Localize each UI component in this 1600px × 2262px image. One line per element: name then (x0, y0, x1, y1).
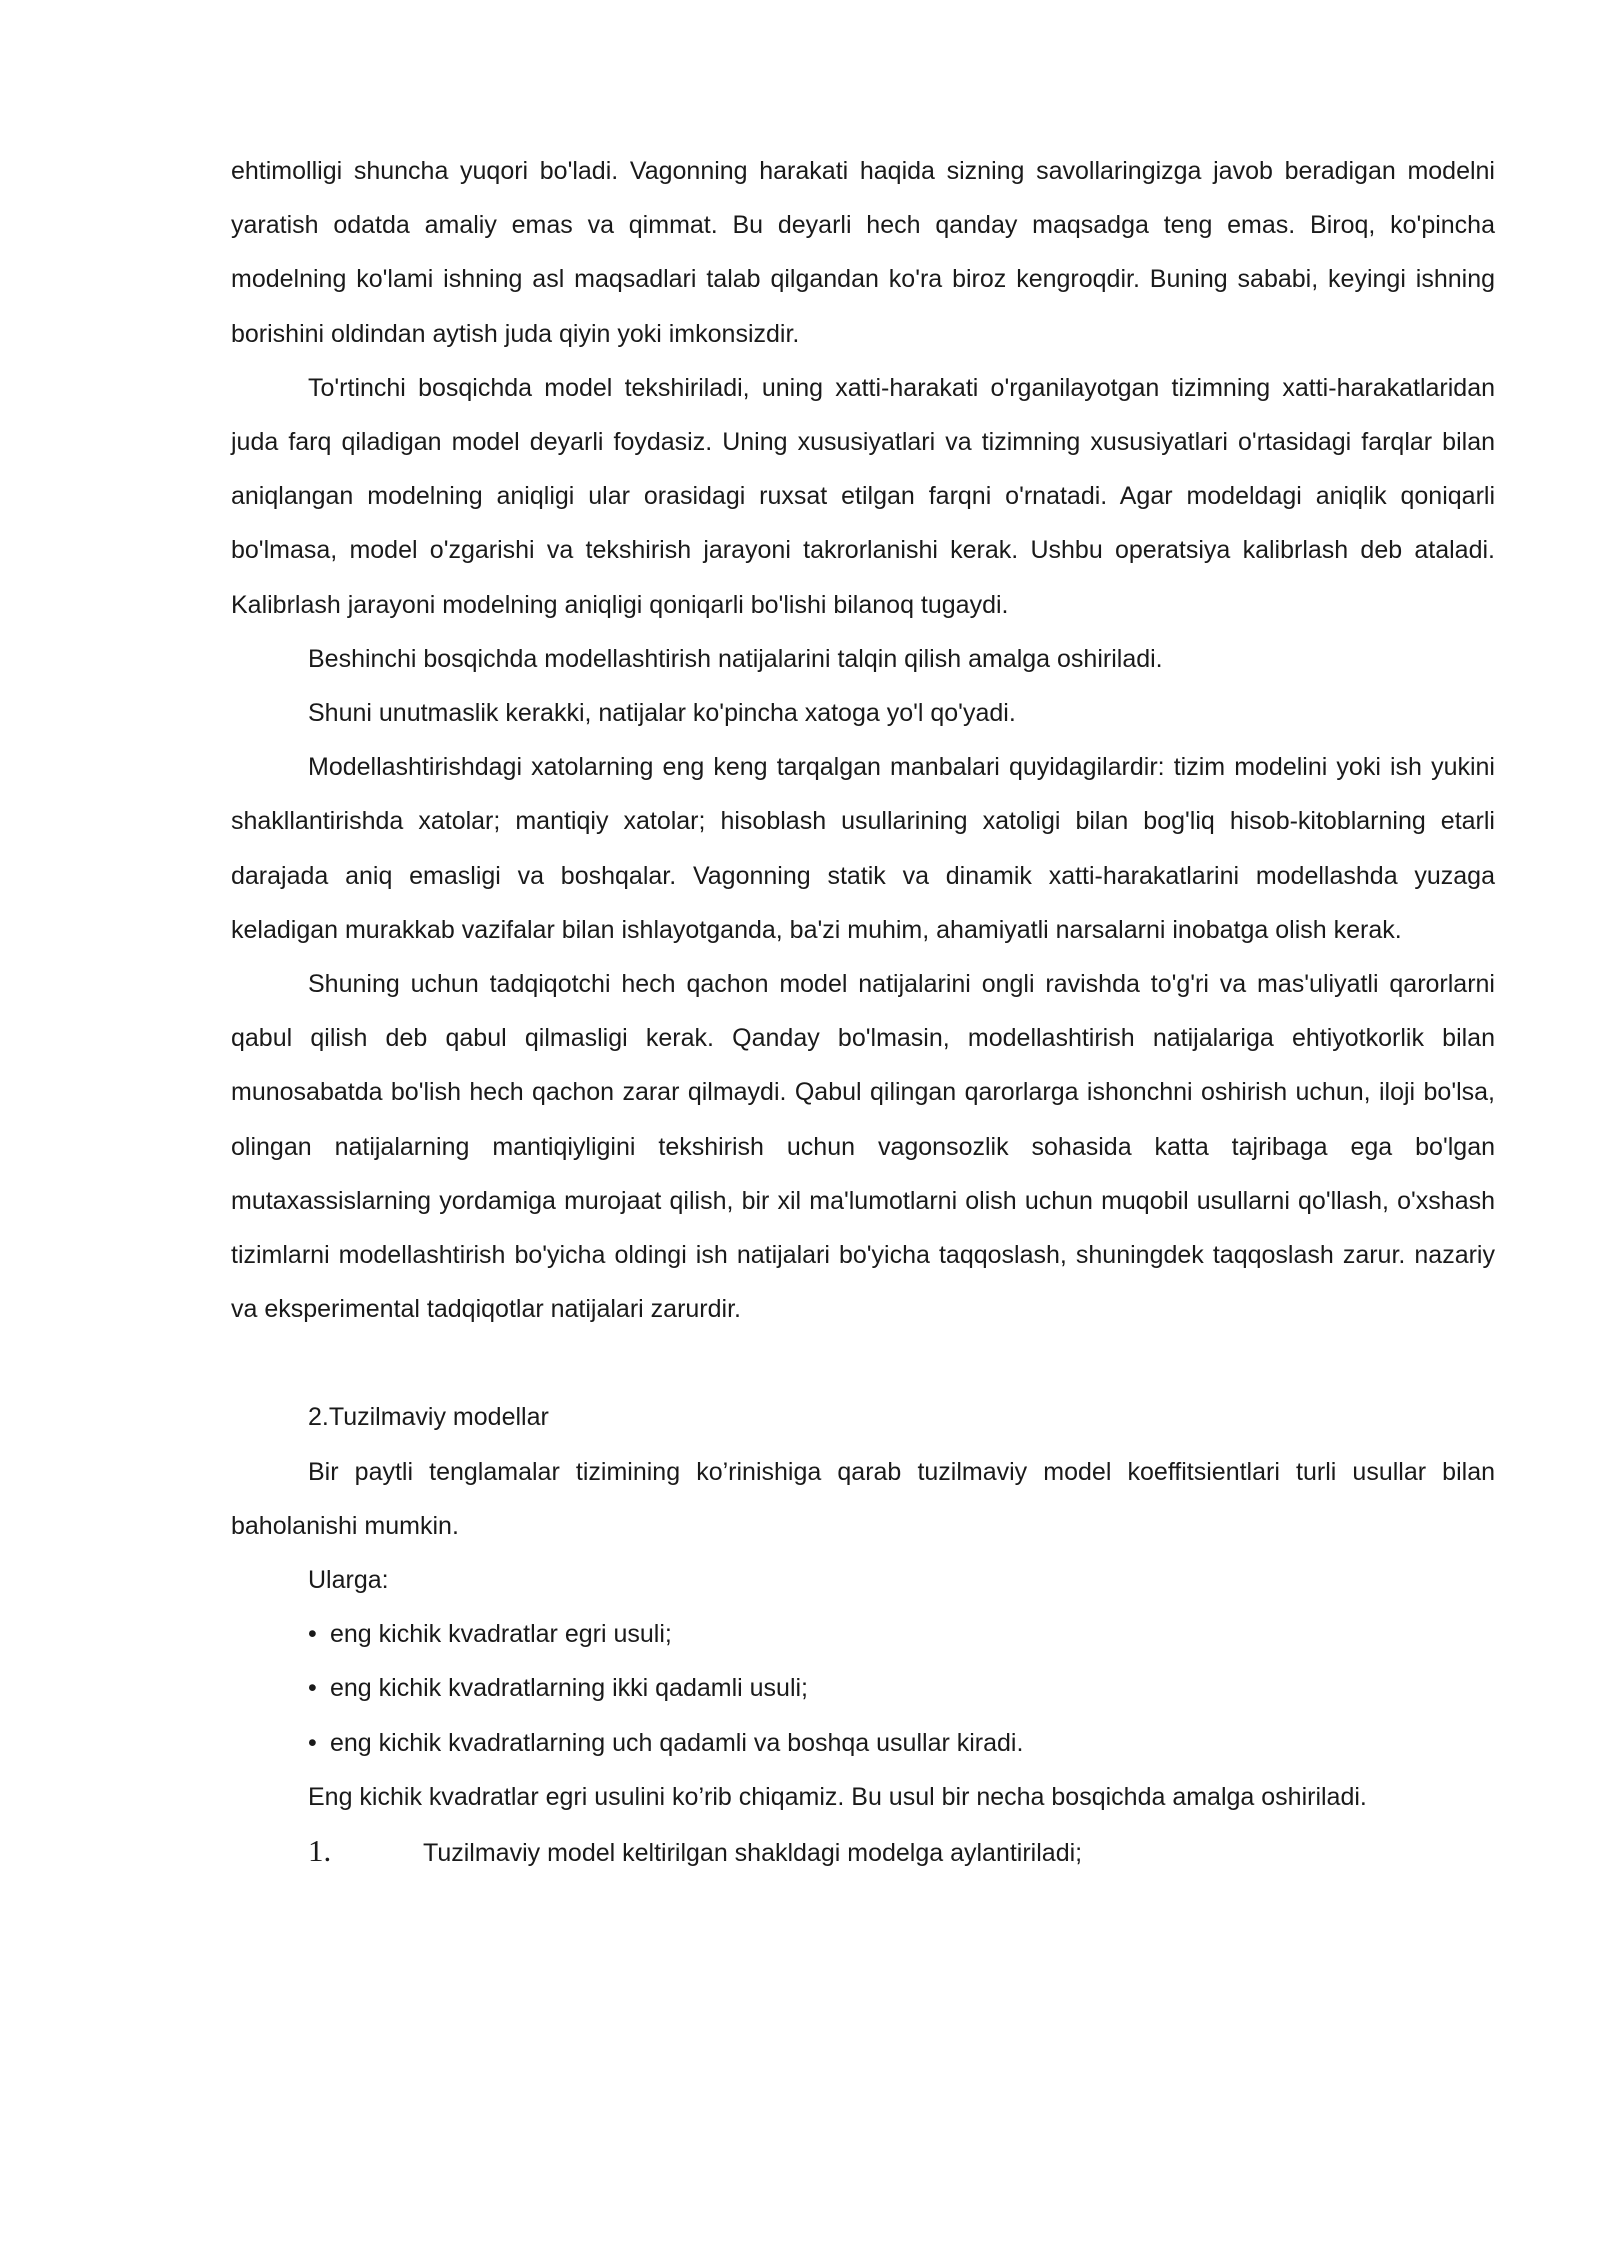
section-heading: 2.Tuzilmaviy modellar (308, 1403, 549, 1432)
list-item (231, 1607, 1495, 1661)
paragraph: Modellashtirishdagi xatolarning eng keng tarqalgan manbalari quyidagilardir: tizim modelini yoki ish yukini shakllantirishda xatolar; mantiqiy xatolar; hisoblash usullarining xatoligi bilan bog'liq hisob-kitoblarning etarli darajada aniq emasligi va boshqalar. Vagonning statik va dinamik xatti-harakatlarini modellashda yuzaga keladigan murakkab vazifalar bilan ishlayotganda, ba'zi muhim, ahamiyatli narsalarni inobatga olish kerak. (231, 753, 1495, 944)
bullet-icon: • (308, 1620, 317, 1649)
numbered-item (231, 1824, 1495, 1880)
paragraph: ehtimolligi shuncha yuqori bo'ladi. Vagonning harakati haqida sizning savollaringizga javob beradigan modelni yaratish odatda amaliy emas va qimmat. Bu deyarli hech qanday maqsadga teng emas. Biroq, ko'pincha modelning ko'lami ishning asl maqsadlari talab qilgandan ko'ra biroz kengroqdir. Buning sababi, keyingi ishning borishini oldindan aytish juda qiyin yoki imkonsizdir. (231, 157, 1495, 348)
list-intro: Ularga: (308, 1566, 389, 1595)
paragraph: Shuni unutmaslik kerakki, natijalar ko'pincha xatoga yo'l qo'yadi. (308, 699, 1016, 728)
paragraph: Shuning uchun tadqiqotchi hech qachon model natijalarini ongli ravishda to'g'ri va mas'uliyatli qarorlarni qabul qilish deb qabul qilmasligi kerak. Qanday bo'lmasin, modellashtirish natijalariga ehtiyotkorlik bilan munosabatda bo'lish hech qachon zarar qilmaydi. Qabul qilingan qarorlarga ishonchni oshirish uchun, iloji bo'lsa, olingan natijalarning mantiqiyligini tekshirish uchun vagonsozlik sohasida katta tajribaga ega bo'lgan mutaxassislarning yordamiga murojaat qilish, bir xil ma'lumotlarni olish uchun muqobil usullarni qo'llash, o'xshash tizimlarni modellashtirish bo'yicha oldingi ish natijalari bo'yicha taqqoslash, shuningdek taqqoslash zarur. nazariy va eksperimental tadqiqotlar natijalari zarurdir. (231, 970, 1495, 1324)
bullet-icon: • (308, 1674, 317, 1703)
list-item (231, 1661, 1495, 1715)
item-number: 1. (308, 1833, 332, 1869)
list-item (231, 1716, 1495, 1770)
list-item-text: eng kichik kvadratlarning ikki qadamli usuli; (330, 1674, 809, 1703)
list-item-text: eng kichik kvadratlar egri usuli; (330, 1620, 672, 1649)
numbered-item-text: Tuzilmaviy model keltirilgan shakldagi modelga aylantiriladi; (423, 1839, 1083, 1868)
bullet-icon: • (308, 1728, 317, 1757)
document-page (231, 144, 1495, 1880)
paragraph: Beshinchi bosqichda modellashtirish natijalarini talqin qilish amalga oshiriladi. (308, 644, 1163, 673)
section-spacer (231, 1336, 1495, 1390)
paragraph: To'rtinchi bosqichda model tekshiriladi, uning xatti-harakati o'rganilayotgan tizimning xatti-harakatlaridan juda farq qiladigan model deyarli foydasiz. Uning xususiyatlari va tizimning xususiyatlari o'rtasidagi farqlar bilan aniqlangan modelning aniqligi ular orasidagi ruxsat etilgan farqni o'rnatadi. Agar modeldagi aniqlik qoniqarli bo'lmasa, model o'zgarishi va tekshirish jarayoni takrorlanishi kerak. Ushbu operatsiya kalibrlash deb ataladi. Kalibrlash jarayoni modelning aniqligi qoniqarli bo'lishi bilanoq tugaydi. (231, 373, 1495, 619)
closing-paragraph: Eng kichik kvadratlar egri usulini ko’rib chiqamiz. Bu usul bir necha bosqichda amalga oshiriladi. (308, 1782, 1367, 1811)
list-item-text: eng kichik kvadratlarning uch qadamli va boshqa usullar kiradi. (330, 1728, 1024, 1757)
section-intro: Bir paytli tenglamalar tizimining ko’rinishiga qarab tuzilmaviy model koeffitsientlari turli usullar bilan baholanishi mumkin. (231, 1457, 1495, 1540)
